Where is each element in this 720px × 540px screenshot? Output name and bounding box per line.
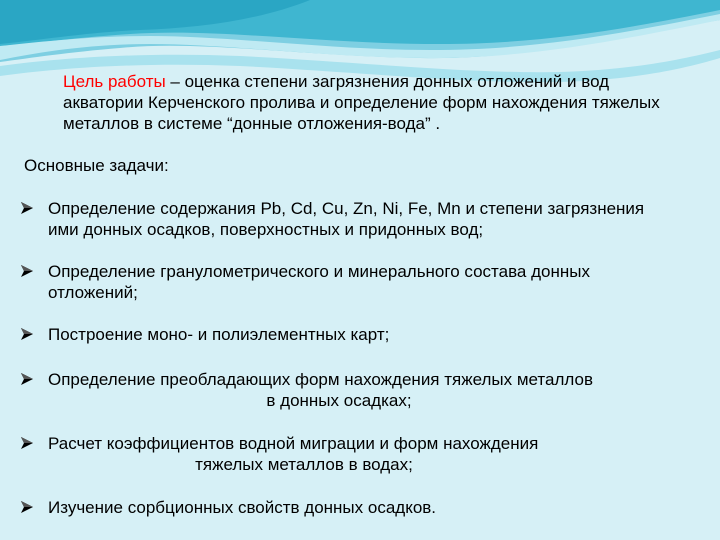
task-line: в донных осадках; [266, 391, 412, 410]
task-line: Расчет коэффициентов водной миграции и форм нахождения [48, 434, 539, 453]
tasks-title: Основные задачи: [24, 156, 169, 175]
task-item [20, 369, 700, 411]
bullet-arrow-icon [20, 373, 34, 385]
task-item [20, 261, 700, 303]
bullet-arrow-icon [20, 328, 34, 340]
task-item [20, 198, 700, 240]
bullet-arrow-icon [20, 437, 34, 449]
goal-text: – оценка степени загрязнения донных отложений и вод акватории Керченского пролива и определение форм нахождения тяжелых металлов в системе “донные отложения-вода” . [63, 72, 660, 133]
task-line: ими донных осадков, поверхностных и придонных вод; [48, 220, 484, 239]
task-line: Изучение сорбционных свойств донных осадков. [48, 498, 437, 517]
task-line: Определение гранулометрического и минерального состава донных [48, 262, 590, 281]
task-line: тяжелых металлов в водах; [195, 455, 413, 474]
task-item [20, 433, 700, 475]
bullet-arrow-icon [20, 501, 34, 513]
goal-paragraph [63, 71, 663, 134]
task-line: Построение моно- и полиэлементных карт; [48, 325, 390, 344]
task-item [20, 324, 700, 345]
goal-lead: Цель работы [63, 72, 166, 91]
bullet-arrow-icon [20, 202, 34, 214]
task-item [20, 497, 700, 518]
task-line: отложений; [48, 283, 138, 302]
bullet-arrow-icon [20, 265, 34, 277]
task-line: Определение преобладающих форм нахождения тяжелых металлов [48, 370, 593, 389]
task-line: Определение содержания Pb, Cd, Cu, Zn, Ni, Fe, Mn и степени загрязнения [48, 199, 645, 218]
